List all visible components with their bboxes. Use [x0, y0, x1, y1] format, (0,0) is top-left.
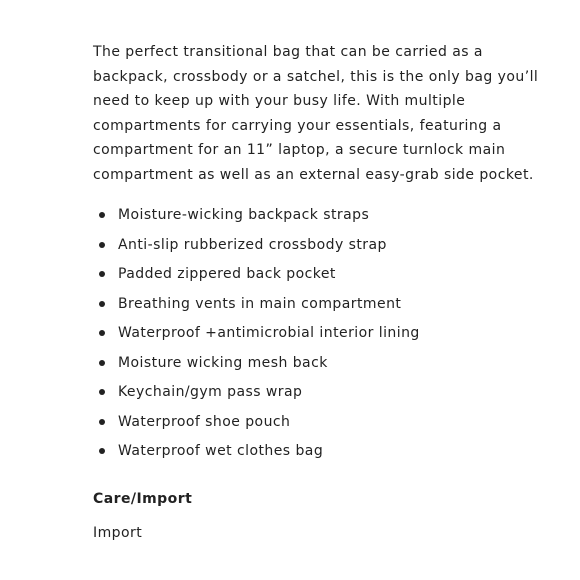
feature-list-item: [93, 262, 543, 292]
feature-list-item: [93, 292, 543, 322]
bullet-icon: [99, 360, 105, 366]
care-import-heading: Care/Import: [93, 490, 193, 507]
feature-label: Waterproof wet clothes bag: [118, 443, 324, 459]
feature-list-item: [93, 410, 543, 440]
bullet-icon: [99, 389, 105, 395]
product-description: The perfect transitional bag that can be carried as a backpack, crossbody or a satchel, this is the only bag you’ll need to keep up with your busy life. With multiple compartments for carrying your essentials, featuring a compartment for an 11” laptop, a secure turnlock main compartment as well as an external easy-grab side pocket.: [93, 44, 539, 183]
bullet-icon: [99, 271, 105, 277]
feature-list-item: [93, 321, 543, 351]
bullet-icon: [99, 212, 105, 218]
bullet-icon: [99, 419, 105, 425]
feature-label: Padded zippered back pocket: [118, 266, 336, 282]
feature-list-item: [93, 203, 543, 233]
bullet-icon: [99, 448, 105, 454]
feature-label: Keychain/gym pass wrap: [118, 384, 303, 400]
feature-list-item: [93, 380, 543, 410]
bullet-icon: [99, 242, 105, 248]
feature-list: [93, 203, 543, 469]
feature-label: Moisture wicking mesh back: [118, 354, 328, 371]
feature-list-item: [93, 439, 543, 469]
feature-label: Anti-slip rubberized crossbody strap: [118, 236, 387, 253]
product-description-section: [93, 40, 543, 545]
feature-list-item: [93, 233, 543, 263]
feature-label: Waterproof shoe pouch: [118, 413, 291, 430]
bullet-icon: [99, 301, 105, 307]
feature-list-item: [93, 351, 543, 381]
feature-label: Waterproof +antimicrobial interior lining: [118, 325, 420, 341]
bullet-icon: [99, 330, 105, 336]
feature-label: Breathing vents in main compartment: [118, 295, 402, 312]
care-import-text: Import: [93, 524, 143, 541]
feature-label: Moisture-wicking backpack straps: [118, 207, 370, 223]
